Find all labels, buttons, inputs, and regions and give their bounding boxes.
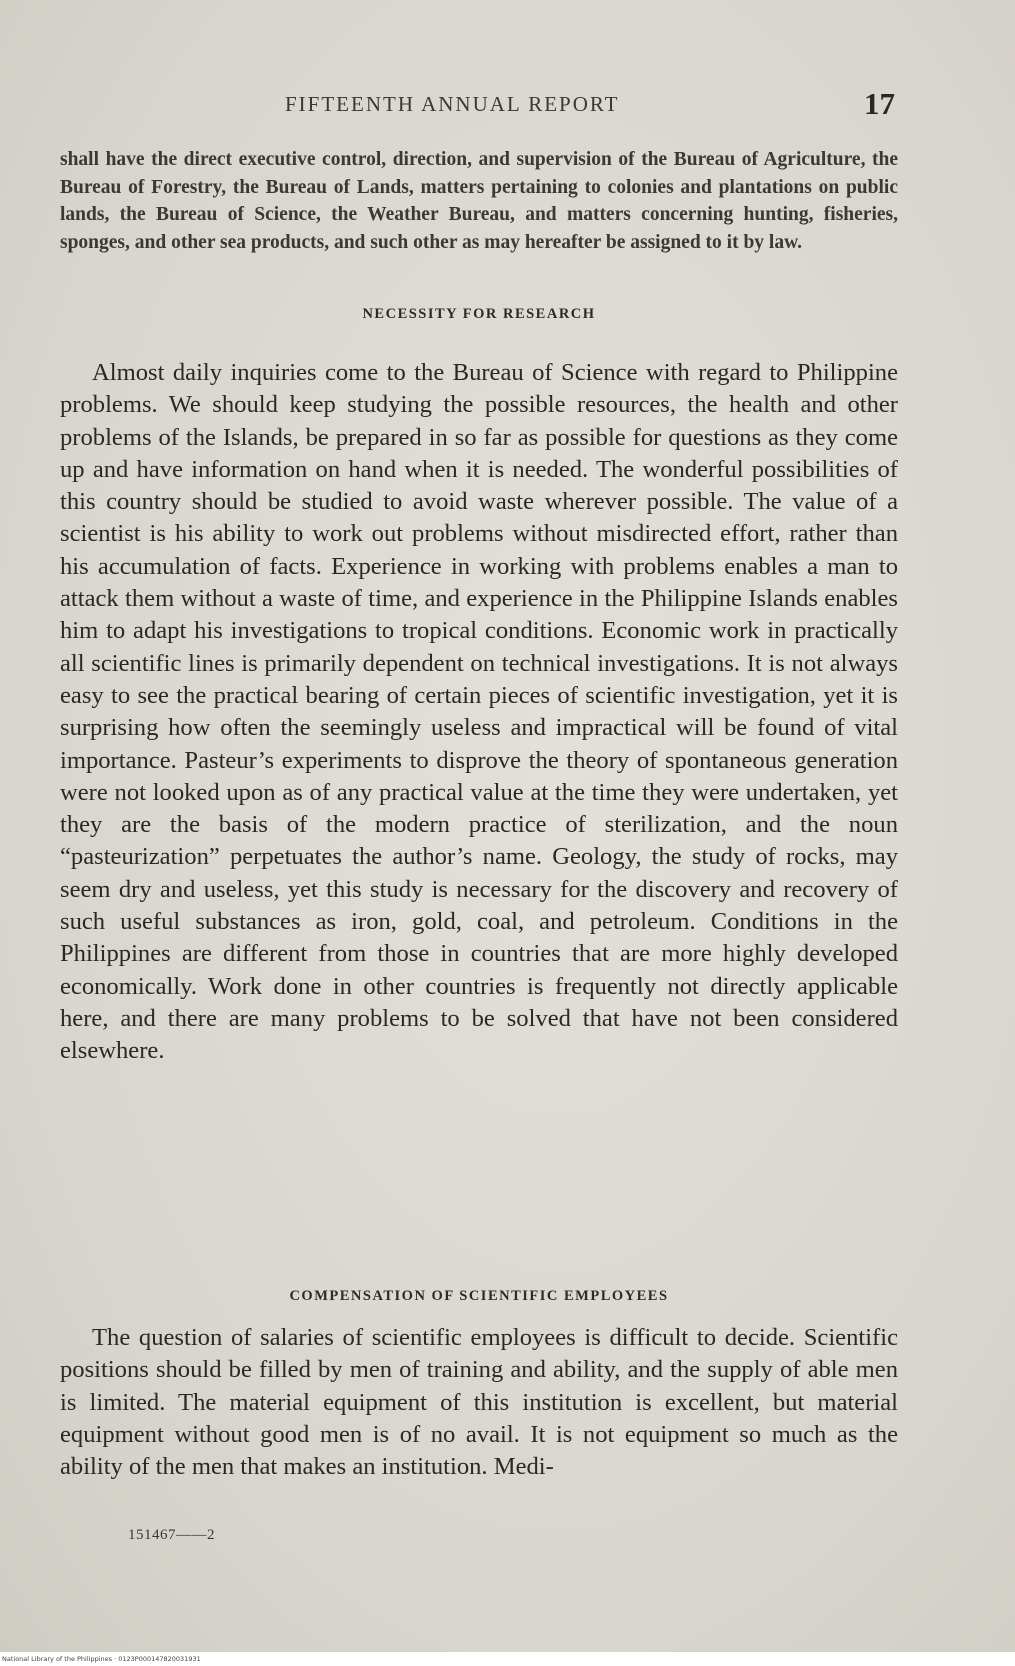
section-heading-research: NECESSITY FOR RESEARCH [362,306,596,322]
paragraph-compensation: The question of salaries of scientific employees is difficult to decide. Scientific positions should be filled by men of training and ability, and the supply of able men is limited. The material equipment of this institution is excellent, but material equipment without good men is of no avail. It is not equipment so much as the ability of the men that makes an institution. Medi- [60,1324,898,1481]
page-number: 17 [864,86,895,121]
running-head: FIFTEENTH ANNUAL REPORT [285,92,620,116]
paragraph-research: Almost daily inquiries come to the Bureau of Science with regard to Philippine problems. We should keep studying the possible resources, the health and other problems of the Islands, be prepared in so far as possible for questions as they come up and have information on hand when it is needed. The wonderful possibilities of this country should be studied to avoid waste wherever possible. The value of a scientist is his ability to work out problems without misdirected effort, rather than his accumulation of facts. Experience in working with problems enables a man to attack them without a waste of time, and experience in the Philippine Islands enables him to adapt his investigations to tropical conditions. Economic work in practically all scientific lines is primarily dependent on technical investigations. It is not always easy to see the practical bearing of certain pieces of scientific investigation, yet it is surprising how often the seemingly useless and impractical will be found of vital importance. Pasteur’s experiments to disprove the theory of spontaneous generation were not looked upon as of any practical value at the time they were undertaken, yet they are the basis of the modern practice of sterilization, and the noun “pasteurization” perpetuates the author’s name. Geology, the study of rocks, may seem dry and useless, yet this study is necessary for the discovery and recovery of such useful substances as iron, gold, coal, and petroleum. Conditions in the Philippines are different from those in countries that are more highly developed economically. Work done in other countries is frequently not directly applicable here, and there are many problems to be solved that have not been considered elsewhere. [60,359,898,1065]
page-header [60,86,895,126]
section-heading-compensation: COMPENSATION OF SCIENTIFIC EMPLOYEES [289,1288,669,1304]
continuation-paragraph: shall have the direct executive control, direction, and supervision of the Bureau of Agriculture, the Bureau of Forestry, the Bureau of Lands, matters pertaining to colonies and plantations on public lands, the Bureau of Science, the Weather Bureau, and matters concerning hunting, fisheries, sponges, and other sea products, and such other as may hereafter be assigned to it by law. [60,149,898,253]
signature-mark: 151467——2 [128,1527,215,1543]
digitization-imprint: National Library of the Philippines · 0123P000147820031931 [0,1652,1015,1666]
